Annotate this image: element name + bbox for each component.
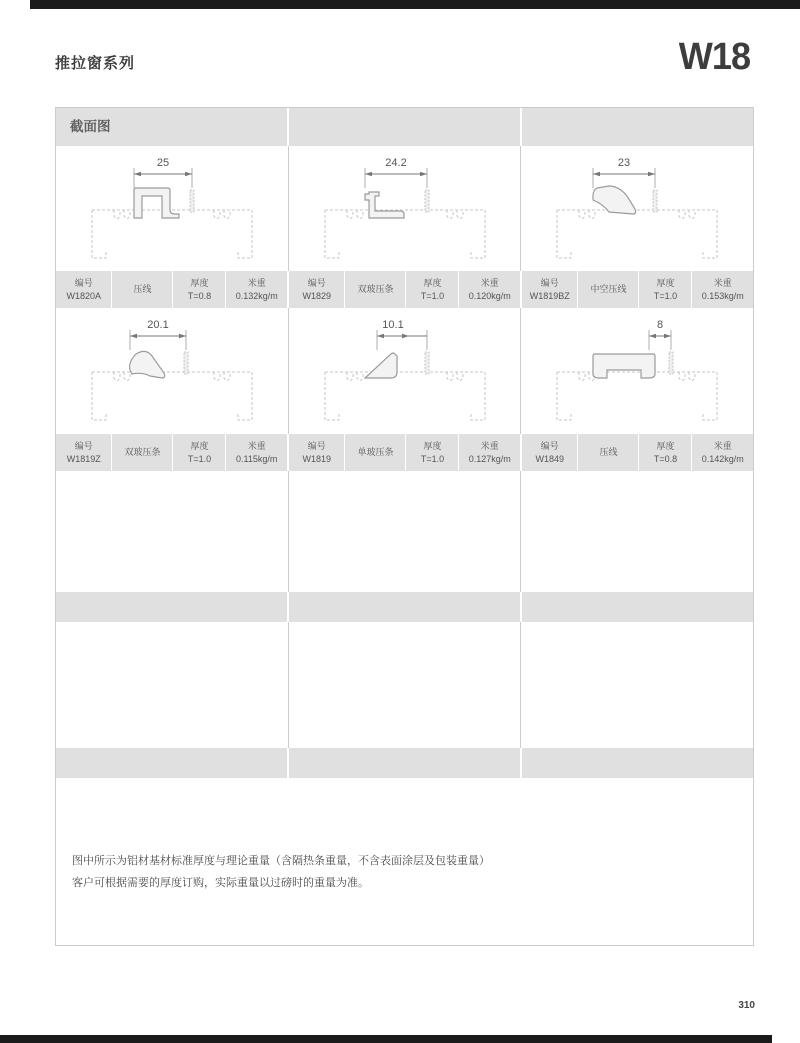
spec-weight-value: 0.127kg/m (468, 453, 511, 464)
spec-name-value: 双玻压条 (124, 447, 161, 458)
spec-thickness (638, 271, 691, 308)
spec-code (289, 271, 344, 308)
spec-weight (458, 271, 520, 308)
spec-thickness-label: 厚度 (656, 441, 675, 451)
spec-name (577, 434, 638, 471)
spec-thickness-label: 厚度 (423, 278, 442, 288)
spec-code (522, 434, 577, 471)
spec-thickness-label: 厚度 (190, 441, 209, 451)
profile-cross-section-svg (297, 312, 513, 430)
spec-weight-label: 米重 (247, 441, 266, 451)
spec-weight-value: 0.153kg/m (701, 290, 744, 301)
note-text-block (56, 778, 510, 945)
empty-spec-cell (289, 592, 520, 622)
spec-row (56, 271, 753, 308)
spec-code-label: 编号 (540, 441, 559, 451)
spec-name-value: 中空压线 (590, 284, 627, 295)
profile-table (55, 107, 754, 946)
spec-weight-label: 米重 (247, 278, 266, 288)
spec-weight-label: 米重 (713, 441, 732, 451)
profile-diagram-w1849 (520, 308, 753, 434)
svg-text:23: 23 (618, 156, 631, 169)
model-code: W18 (678, 36, 750, 78)
svg-text:25: 25 (156, 156, 169, 169)
spec-code (56, 271, 111, 308)
profile-cross-section-svg (529, 150, 745, 268)
spec-thickness (172, 434, 225, 471)
svg-text:8: 8 (657, 319, 664, 331)
spec-thickness-value: T=1.0 (653, 290, 678, 301)
section-header-label: 截面图 (70, 119, 111, 134)
spec-weight-value: 0.120kg/m (468, 290, 511, 301)
empty-diagram-cell (288, 471, 521, 592)
profile-spec-w1820a (56, 271, 287, 308)
empty-diagram-cell (56, 471, 288, 592)
spec-weight (691, 434, 753, 471)
spec-name (344, 434, 405, 471)
empty-diagram-cell (56, 622, 288, 748)
profile-diagram-w1819bz (520, 146, 753, 271)
profile-cross-section-svg (64, 312, 280, 430)
spec-weight-label: 米重 (480, 441, 499, 451)
series-title: 推拉窗系列 (55, 55, 136, 72)
profile-spec-w1819 (289, 434, 520, 471)
profile-cross-section-svg (529, 312, 745, 430)
empty-diagram-row (56, 622, 753, 748)
spec-code-value: W1819Z (66, 453, 101, 464)
profile-diagram-w1819z (56, 308, 288, 434)
spec-weight (225, 271, 287, 308)
profile-spec-w1819z (56, 434, 287, 471)
note-row (56, 778, 753, 945)
empty-spec-cell (56, 592, 287, 622)
spec-thickness-label: 厚度 (656, 278, 675, 288)
profile-cross-section-svg (297, 150, 513, 268)
svg-text:24.2: 24.2 (384, 156, 407, 169)
spec-name (577, 271, 638, 308)
profile-cross-section-svg (64, 150, 280, 268)
empty-spec-cell (522, 748, 753, 778)
profile-spec-w1819bz (522, 271, 753, 308)
svg-text:10.1: 10.1 (381, 319, 404, 331)
spec-weight (225, 434, 287, 471)
spec-row (56, 434, 753, 471)
spec-code-label: 编号 (540, 278, 559, 288)
profile-diagram-w1819 (288, 308, 521, 434)
spec-name (344, 271, 405, 308)
section-header-cell (289, 108, 520, 146)
empty-diagram-cell (288, 622, 521, 748)
spec-code-label: 编号 (307, 278, 326, 288)
spec-thickness (405, 434, 458, 471)
empty-spec-cell (56, 748, 287, 778)
spec-weight-value: 0.132kg/m (235, 290, 278, 301)
empty-spec-cell (289, 748, 520, 778)
empty-diagram-row (56, 471, 753, 592)
spec-weight-value: 0.142kg/m (701, 453, 744, 464)
spec-code-value: W1819 (302, 453, 331, 464)
spec-code (56, 434, 111, 471)
spec-weight-value: 0.115kg/m (236, 453, 278, 464)
empty-spec-row (56, 592, 753, 622)
diagram-row (56, 308, 753, 434)
profile-spec-w1829 (289, 271, 520, 308)
spec-code-value: W1849 (535, 453, 564, 464)
spec-thickness-value: T=1.0 (187, 453, 212, 464)
spec-thickness-value: T=0.8 (187, 290, 212, 301)
profile-spec-w1849 (522, 434, 753, 471)
bottom-rule-bar (0, 1035, 772, 1043)
spec-name-value: 单玻压条 (357, 447, 394, 458)
section-header-cell (56, 108, 287, 146)
empty-spec-row (56, 748, 753, 778)
spec-code-value: W1819BZ (529, 290, 570, 301)
spec-weight (458, 434, 520, 471)
svg-text:20.1: 20.1 (147, 319, 169, 331)
spec-code-value: W1820A (66, 290, 101, 301)
spec-code (522, 271, 577, 308)
spec-name-value: 压线 (599, 447, 618, 458)
spec-name (111, 271, 172, 308)
spec-thickness-label: 厚度 (190, 278, 209, 288)
section-header-row (56, 108, 753, 146)
spec-code (289, 434, 344, 471)
diagram-row (56, 146, 753, 271)
spec-thickness (405, 271, 458, 308)
top-rule-bar (30, 0, 800, 9)
note-line-2: 客户可根据需要的厚度订购，实际重量以过磅时的重量为准。 (72, 877, 369, 889)
profile-diagram-w1820a (56, 146, 288, 271)
spec-weight (691, 271, 753, 308)
empty-diagram-cell (520, 471, 753, 592)
spec-code-label: 编号 (74, 278, 93, 288)
spec-thickness (638, 434, 691, 471)
spec-thickness (172, 271, 225, 308)
spec-name-value: 双玻压条 (357, 284, 394, 295)
spec-code-value: W1829 (302, 290, 331, 301)
spec-thickness-value: T=1.0 (420, 453, 445, 464)
profile-diagram-w1829 (288, 146, 521, 271)
spec-thickness-label: 厚度 (423, 441, 442, 451)
page-number: 310 (738, 1000, 755, 1011)
spec-thickness-value: T=0.8 (653, 453, 678, 464)
spec-code-label: 编号 (307, 441, 326, 451)
spec-name (111, 434, 172, 471)
spec-thickness-value: T=1.0 (420, 290, 445, 301)
note-line-1: 图中所示为铝材基材标准厚度与理论重量（含隔热条重量，不含表面涂层及包装重量） (72, 855, 490, 867)
spec-weight-label: 米重 (713, 278, 732, 288)
section-header-cell (522, 108, 753, 146)
spec-name-value: 压线 (133, 284, 152, 295)
empty-diagram-cell (520, 622, 753, 748)
spec-code-label: 编号 (74, 441, 93, 451)
empty-spec-cell (522, 592, 753, 622)
spec-weight-label: 米重 (480, 278, 499, 288)
